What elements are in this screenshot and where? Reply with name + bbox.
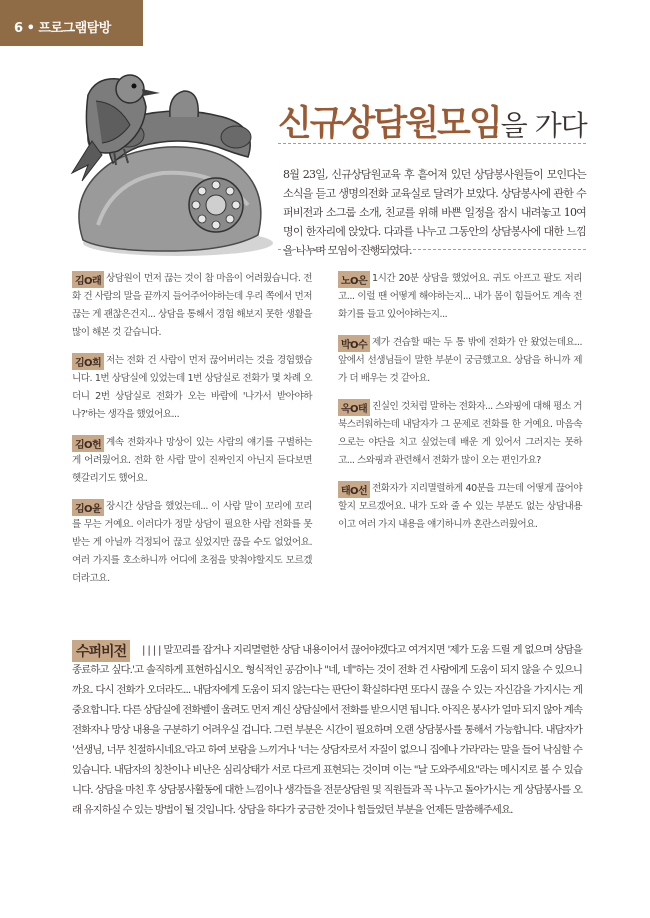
supervision-section: [72, 640, 582, 820]
speaker-tag: 김O래: [72, 271, 104, 288]
section-label: 6 • 프로그램탐방: [14, 21, 111, 36]
speaker-tag: 노O은: [338, 271, 370, 288]
section-tab: [0, 0, 143, 46]
quote-item: [338, 334, 582, 388]
quote-text: 1시간 20분 상담을 했었어요. 귀도 아프고 팔도 저리고... 이럴 땐 어떻게 해야하는지... 내가 몸이 힘들어도 계속 전화기를 들고 있어야하는지...: [338, 273, 582, 320]
title-rest: 을 가다: [500, 109, 587, 142]
quote-text: 전화자가 지리멸렬하게 40분을 끄는데 어떻게 끊어야 할지 모르겠어요. 내가 도와 줄 수 있는 부분도 없는 상담내용이고 여러 가지 내용을 얘기하니까 혼란스러웠어요.: [338, 483, 582, 530]
bird-on-telephone-illustration: [58, 55, 284, 260]
speaker-tag: 김O희: [72, 353, 104, 370]
quote-text: 장시간 상담을 했었는데... 이 사람 말이 꼬리에 꼬리를 무는 거예요. 이러다가 정말 상담이 필요한 사람 전화를 못 받는 게 아닐까 걱정되어 끊고 싶었지만 끊을 수도 없었어요. 여러 가지를 호소하니까 어디에 초점을 맞춰야할지도 모르겠더라고요.: [72, 501, 312, 584]
quote-item: [72, 270, 312, 342]
supervision-label: 수퍼비전: [72, 640, 130, 662]
speaker-tag: 김O헌: [72, 435, 104, 452]
title-main: 신규상담원모임: [278, 104, 501, 144]
quote-item: [338, 398, 582, 470]
title-divider-bottom: [278, 249, 586, 250]
quote-text: 제가 견습할 때는 두 통 밖에 전화가 안 왔었는데요...앞에서 선생님들이 말한 부분이 궁금했고요. 상담을 하니까 제가 더 배우는 것 같아요.: [338, 337, 582, 384]
quote-text: 저는 전화 건 사람이 먼저 끊어버리는 것을 경험했습니다. 1번 상담실에 있었는데 1번 상담실로 전화가 몇 차례 오더니 2번 상담실로 전화가 오는 바람에 '나가서 받아야하나?'하는 생각을 했었어요...: [72, 355, 312, 420]
page-title: [278, 96, 587, 146]
intro-paragraph: 8월 23일, 신규상담원교육 후 흩어져 있던 상담봉사원들이 모인다는 소식을 듣고 생명의전화 교육실로 달려가 보았다. 상담봉사에 관한 수퍼비전과 소그룹 소개, 친교를 위해 바쁜 일정을 잠시 내려놓고 10여명이 한자리에 앉았다. 다과를 나누고 그동안의 상담봉사에 대한 느낌을 나누며 모임이 진행되었다.: [283, 168, 586, 257]
quote-text: 진실인 것처럼 말하는 전화자... 스와핑에 대해 평소 거북스러워하는데 내담자가 그 문제로 전화를 한 거예요. 마음속으로는 야단을 치고 싶었는데 배운 게 있어서 그러지는 못하고... 스와핑과 관련해서 전화가 많이 오는 편인가요?: [338, 401, 582, 466]
left-column: [72, 270, 312, 598]
quote-item: [72, 352, 312, 424]
title-divider-top: [278, 143, 586, 144]
quote-item: [338, 270, 582, 324]
supervision-text: | | | | 말꼬리를 잡거나 지리멸렬한 상담 내용이어서 끊어야겠다고 여겨지면 '제가 도움 드릴 게 없으며 상담을 종료하고 싶다.'고 솔직하게 표현하십시오. 형식적인 공감이나 "네, 네"하는 것이 전화 건 사람에게 도움이 되지 않을 수 있으니까요. 다시 전화가 오더라도... 내담자에게 도움이 되지 않는다는 판단이 확실하다면 또다시 끊을 수 있는 자신감을 가지시는 게 중요합니다. 다른 상담실에 전화벨이 울려도 먼저 계신 상담실에서 전화를 받으시면 됩니다. 아직은 봉사가 얼마 되지 않아 계속 전화자나 망상 내용을 구분하기 어려우실 겁니다. 그런 부분은 시간이 필요하며 오랜 상담봉사를 통해서 가능합니다. 내담자가 '선생님, 너무 친절하시네요.'라고 하여 보람을 느끼거나 '너는 상담자로서 자질이 없으니 집에나 가라'라는 말을 들어 낙심할 수 있습니다. 내담자의 칭찬이나 비난은 심리상태가 서로 다르게 표현되는 것이며 이는 "날 도와주세요"라는 메시지로 볼 수 있습니다. 상담을 마친 후 상담봉사활동에 대한 느낌이나 생각들을 전문상담원 및 직원들과 꼭 나누고 돌아가시는 게 상담봉사를 오래 유지하실 수 있는 방법이 될 것입니다. 상담을 하다가 궁금한 것이나 힘들었던 부분을 언제든 말씀해주세요.: [72, 644, 582, 816]
speaker-tag: 옥O태: [338, 399, 370, 416]
speaker-tag: 박O수: [338, 335, 370, 352]
right-column: [338, 270, 582, 544]
quote-item: [338, 480, 582, 534]
quote-item: [72, 498, 312, 588]
quote-item: [72, 434, 312, 488]
quote-text: 상담원이 먼저 끊는 것이 참 마음이 어려웠습니다. 전화 건 사람의 말을 끝까지 들어주어야하는데 우리 쪽에서 먼저 끊는 게 괜찮은건지... 상담을 통해서 경험 해보지 못한 생활을 많이 해본 것 같습니다.: [72, 273, 312, 338]
speaker-tag: 김O윤: [72, 499, 104, 516]
quote-text: 계속 전화자나 망상이 있는 사람의 얘기를 구별하는 게 어려웠어요. 전화 한 사람 말이 진짜인지 아닌지 듣다보면 헷갈리기도 했어요.: [72, 437, 312, 484]
speaker-tag: 태O선: [338, 481, 370, 498]
